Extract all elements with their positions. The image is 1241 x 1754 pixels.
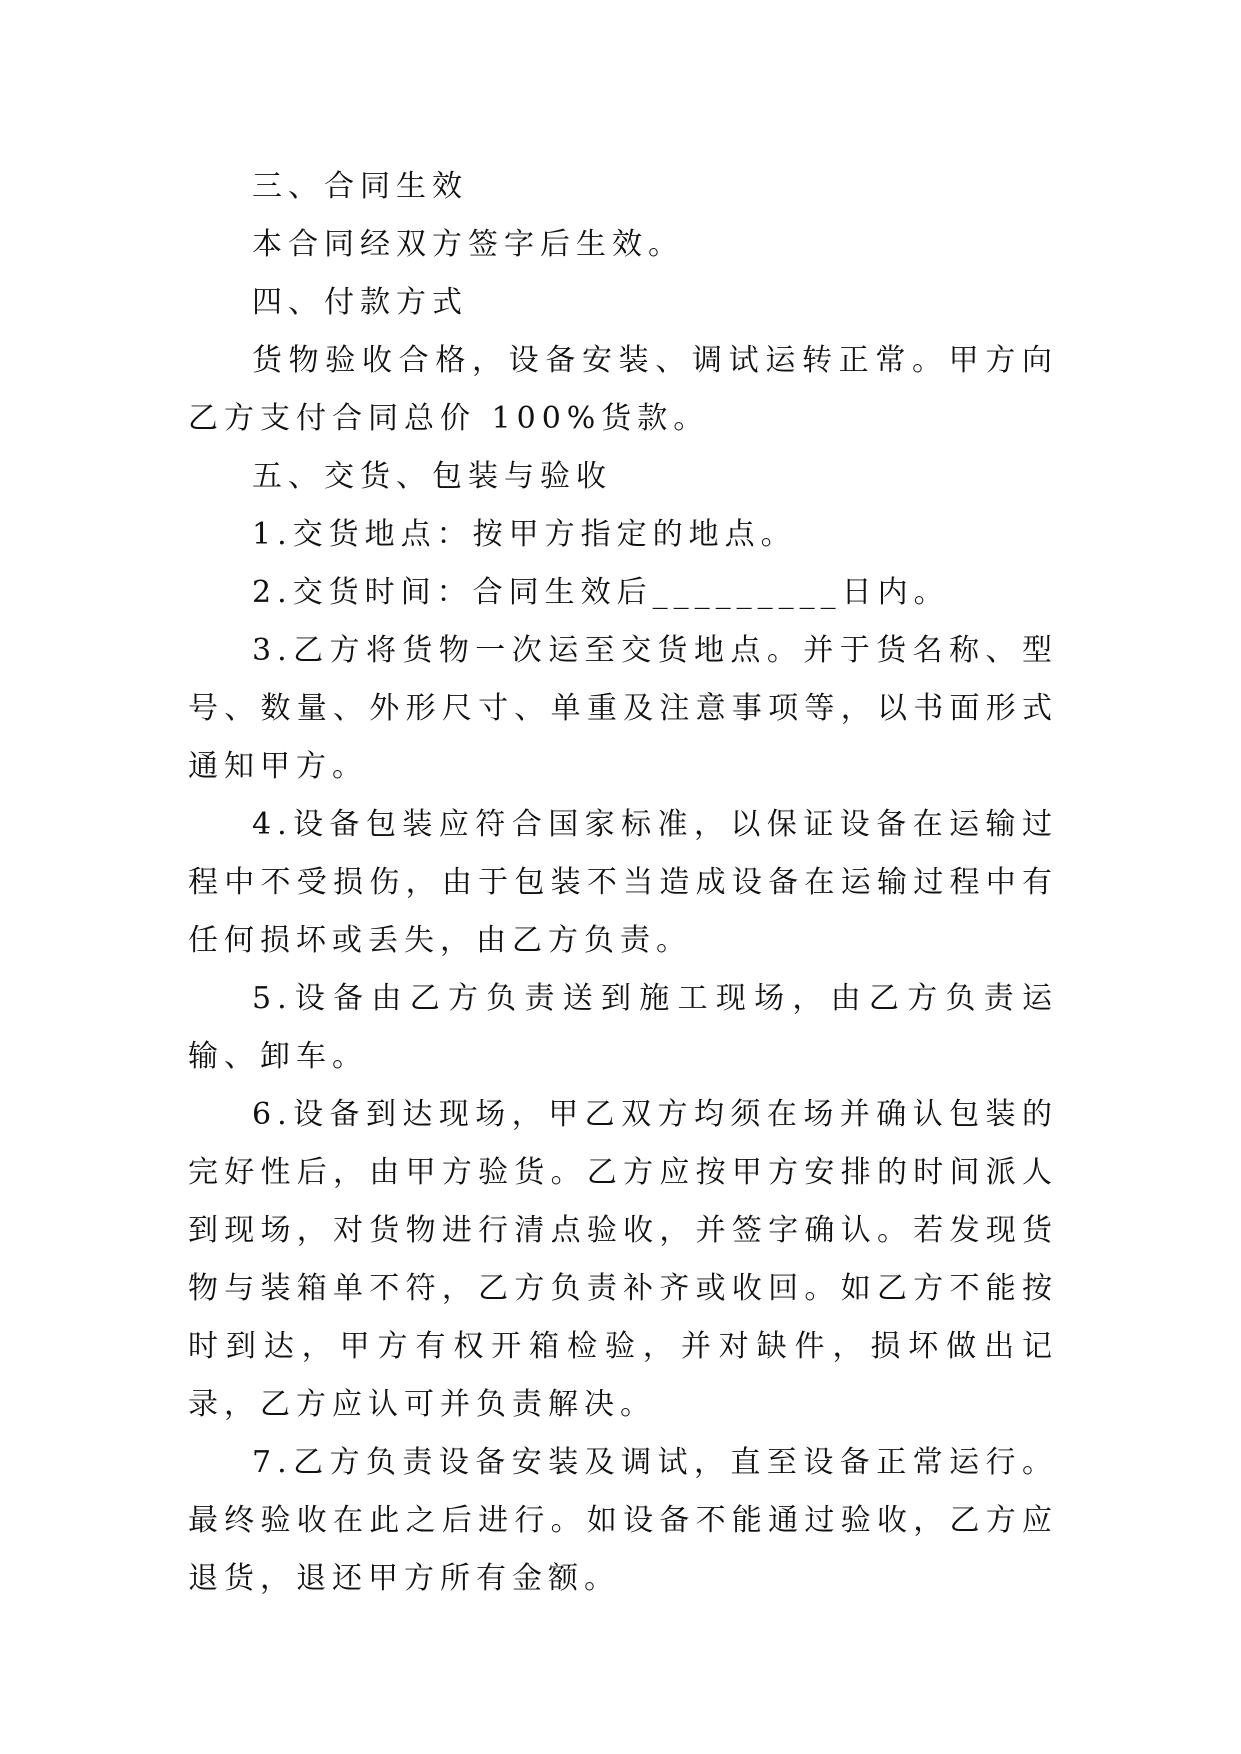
clause-5-transport: 5.设备由乙方负责送到施工现场，由乙方负责运输、卸车。 [188, 981, 1058, 1074]
clause-2-delivery-time: 2.交货时间：合同生效后_________日内。 [252, 575, 950, 610]
clause-6-inspection: 6.设备到达现场，甲乙双方均须在场并确认包装的完好性后，由甲方验货。乙方应按甲方安排的时间派人到现场，对货物进行清点验收，并签字确认。若发现货物与装箱单不符，乙方负责补齐或收回。如乙方不能按时到达，甲方有权开箱检验，并对缺件，损坏做出记录，乙方应认可并负责解决。 [188, 1097, 1058, 1422]
clause-7-installation: 7.乙方负责设备安装及调试，直至设备正常运行。最终验收在此之后进行。如设备不能通过验收，乙方应退货，退还甲方所有金额。 [188, 1445, 1058, 1596]
section-heading-delivery: 五、交货、包装与验收 [252, 459, 612, 494]
clause-4-packaging: 4.设备包装应符合国家标准，以保证设备在运输过程中不受损伤，由于包装不当造成设备在运输过程中有任何损坏或丢失，由乙方负责。 [188, 807, 1058, 958]
document-body [188, 158, 1058, 1608]
section-heading-contract-effect: 三、合同生效 [252, 169, 468, 204]
paragraph-effect-clause: 本合同经双方签字后生效。 [252, 227, 684, 262]
clause-3-shipment-notice: 3.乙方将货物一次运至交货地点。并于货名称、型号、数量、外形尺寸、单重及注意事项等，以书面形式通知甲方。 [188, 633, 1058, 784]
paragraph-payment-clause: 货物验收合格，设备安装、调试运转正常。甲方向乙方支付合同总价 100%货款。 [188, 343, 1058, 436]
clause-1-delivery-location: 1.交货地点：按甲方指定的地点。 [252, 517, 797, 552]
section-heading-payment: 四、付款方式 [252, 285, 468, 320]
